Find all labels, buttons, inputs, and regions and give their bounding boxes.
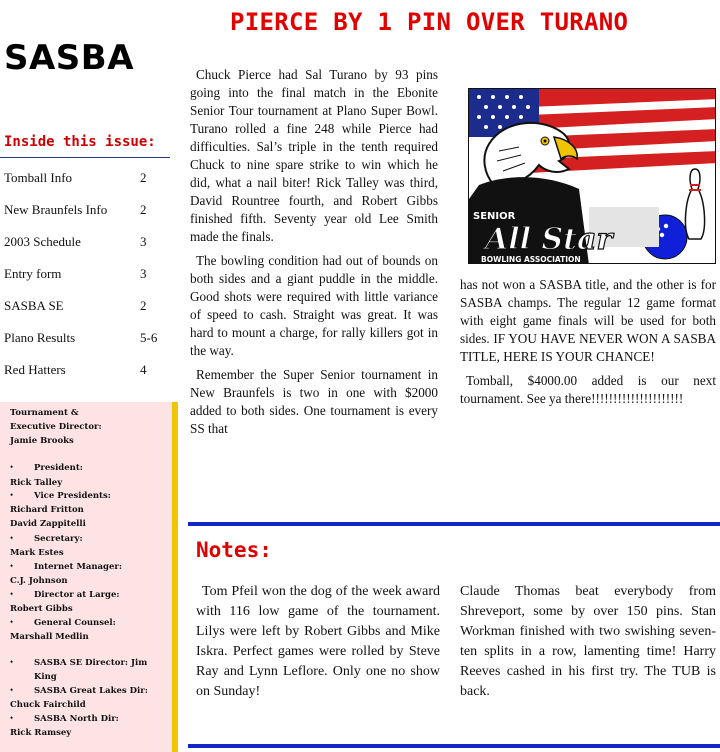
officer-name: C.J. Johnson bbox=[10, 576, 68, 586]
newsletter-title: SASBA bbox=[4, 38, 135, 78]
bullet-icon: • bbox=[10, 617, 14, 627]
toc-page: 2 bbox=[140, 298, 147, 313]
officer-title: SASBA Great Lakes Dir: bbox=[34, 686, 148, 696]
section-divider bbox=[188, 744, 720, 748]
paragraph: Remember the Super Senior tournament in New Braunfels is two in one with $2000 added to both sides. One tournament is every SS that bbox=[190, 367, 438, 436]
officer-name: King bbox=[34, 672, 57, 682]
bullet-icon: • bbox=[10, 713, 14, 723]
toc-page: 2 bbox=[140, 170, 147, 185]
officer-name: Rick Talley bbox=[10, 478, 63, 488]
toc-item[interactable] bbox=[4, 266, 164, 286]
toc-page: 2 bbox=[140, 202, 147, 217]
toc-label: SASBA SE bbox=[4, 298, 64, 313]
toc-item[interactable] bbox=[4, 202, 164, 222]
paragraph: has not won a SASBA title, and the other is for SASBA champs. The regular 12 game format with eight game finals will be used for both sides. IF YOU HAVE NEVER WON A SASBA TITLE, HERE IS YOUR CHANCE! bbox=[460, 277, 716, 364]
toc-page: 5-6 bbox=[140, 330, 158, 345]
section-divider bbox=[188, 522, 720, 526]
toc-page: 4 bbox=[140, 362, 147, 377]
officer-name: Jamie Brooks bbox=[10, 436, 74, 446]
toc-page: 3 bbox=[140, 266, 147, 281]
bullet-icon: • bbox=[10, 685, 14, 695]
article-column-1 bbox=[190, 66, 438, 444]
article-column-2 bbox=[460, 276, 716, 414]
article-headline: PIERCE BY 1 PIN OVER TURANO bbox=[230, 8, 629, 36]
officer-name: Rick Ramsey bbox=[10, 728, 72, 738]
paragraph: Claude Thomas beat everybody from Shreveport, some by over 150 pins. Stan Workman finished with two swishing seven-ten splits in a row, lamenting time! Harry Reeves cashed in his first try. The TUB is back. bbox=[460, 584, 716, 699]
toc-page: 3 bbox=[140, 234, 147, 249]
officer-name: Richard Fritton bbox=[10, 505, 84, 515]
toc-label: Tomball Info bbox=[4, 170, 73, 185]
paragraph: The bowling condition had out of bounds on both sides and a giant puddle in the middle. Good shots were required with little variance of speed to cash. Straight was great. It was hard to mount a charge, for rally killers got in the way. bbox=[190, 253, 438, 358]
notes-heading: Notes: bbox=[196, 538, 272, 562]
sidebar-accent-bar bbox=[172, 402, 178, 752]
logo-senior-text: SENIOR bbox=[473, 211, 516, 222]
toc-item[interactable] bbox=[4, 362, 164, 382]
officer-title: SASBA North Dir: bbox=[34, 714, 119, 724]
toc-label: Red Hatters bbox=[4, 362, 66, 377]
officer-name: Marshall Medlin bbox=[10, 632, 89, 642]
officers-panel bbox=[0, 402, 172, 752]
officer-title: Vice Presidents: bbox=[34, 491, 111, 501]
officer-title: SASBA SE Director: Jim bbox=[34, 658, 148, 668]
notes-column-2 bbox=[460, 582, 716, 708]
officer-name: Chuck Fairchild bbox=[10, 700, 86, 710]
toc-item[interactable] bbox=[4, 298, 164, 318]
senior-all-star-logo bbox=[468, 88, 716, 264]
toc-item[interactable] bbox=[4, 234, 164, 254]
bullet-icon: • bbox=[10, 657, 14, 667]
paragraph: Tom Pfeil won the dog of the week award with 116 low game of the tournament. Lilys were left by Robert Gibbs and Mike Iskra. Perfect games were rolled by Steve Ray and Lynn Leflore. Only one no show on Sunday! bbox=[196, 584, 440, 699]
officer-name: David Zappitelli bbox=[10, 519, 86, 529]
toc-label: Entry form bbox=[4, 266, 62, 281]
divider bbox=[0, 157, 170, 158]
bullet-icon: • bbox=[10, 490, 14, 500]
officer-title: General Counsel: bbox=[34, 618, 116, 628]
inside-issue-heading: Inside this issue: bbox=[4, 134, 156, 150]
paragraph: Chuck Pierce had Sal Turano by 93 pins going into the final match in the Ebonite Senior Tour tournament at Plano Super Bowl. Turano rolled a fine 248 while Pierce had difficulties. Sal’s triple in the tenth required Chuck to nine spare strike to win which he did, what a nail biter! Rick Talley was third, David Rountree fourth, and Robert Gibbs finished fifth. Seventy year old Lee Smith made the finals. bbox=[190, 67, 438, 244]
officer-title: Executive Director: bbox=[10, 422, 102, 432]
bullet-icon: • bbox=[10, 589, 14, 599]
officer-title: Internet Manager: bbox=[34, 562, 123, 572]
toc-label: 2003 Schedule bbox=[4, 234, 81, 249]
bullet-icon: • bbox=[10, 561, 14, 571]
officer-title: President: bbox=[34, 463, 83, 473]
bullet-icon: • bbox=[10, 462, 14, 472]
logo-assoc-text: BOWLING ASSOCIATION bbox=[481, 255, 581, 264]
paragraph: Tomball, $4000.00 added is our next tournament. See ya there!!!!!!!!!!!!!!!!!!!!! bbox=[460, 373, 716, 406]
officer-title: Tournament & bbox=[10, 408, 79, 418]
toc-label: New Braunfels Info bbox=[4, 202, 108, 217]
officer-name: Mark Estes bbox=[10, 548, 64, 558]
toc-item[interactable] bbox=[4, 330, 164, 350]
logo-allstar-text: All Star bbox=[485, 222, 613, 257]
officer-title: Director at Large: bbox=[34, 590, 120, 600]
officer-title: Secretary: bbox=[34, 534, 83, 544]
toc-item[interactable] bbox=[4, 170, 164, 190]
officer-name: Robert Gibbs bbox=[10, 604, 73, 614]
toc-label: Plano Results bbox=[4, 330, 76, 345]
bullet-icon: • bbox=[10, 533, 14, 543]
notes-column-1 bbox=[196, 582, 440, 708]
